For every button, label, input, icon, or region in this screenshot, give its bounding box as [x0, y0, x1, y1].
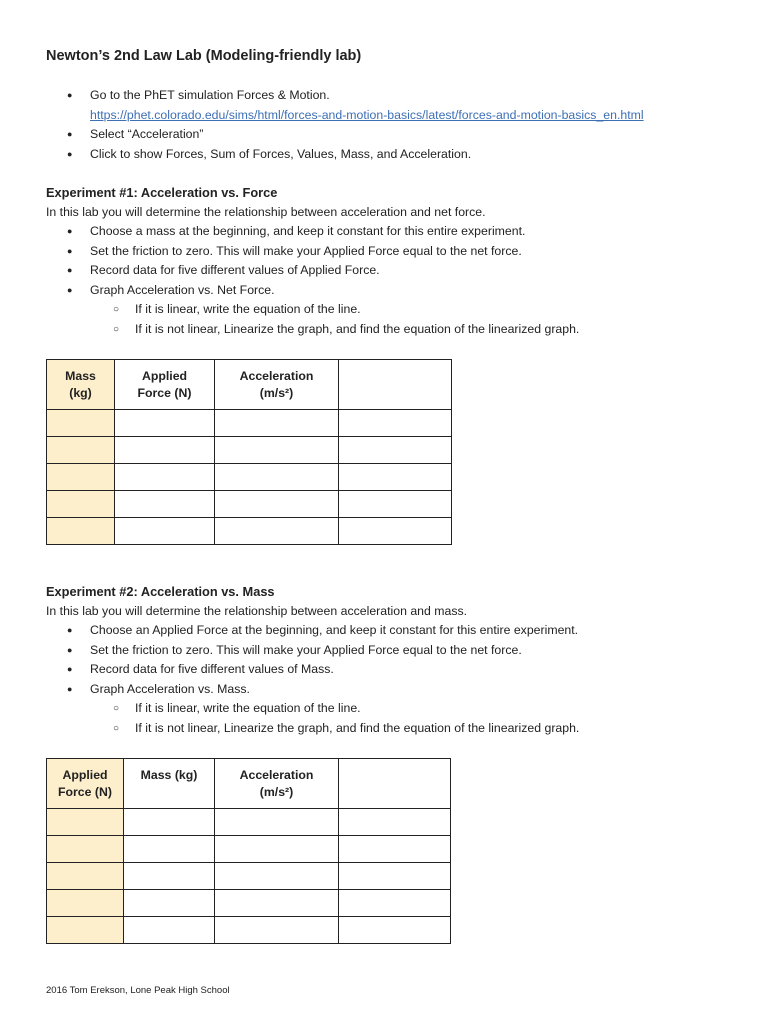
list-item: ● Graph Acceleration vs. Net Force.	[0, 281, 579, 301]
header-acceleration: Acceleration (m/s²)	[215, 759, 339, 809]
footer-credit: 2016 Tom Erekson, Lone Peak High School	[46, 985, 230, 996]
goto-text: Go to the PhET simulation Forces & Motion.	[90, 88, 330, 102]
header-applied-force: Applied Force (N)	[47, 759, 124, 809]
sub-list-item: ○ If it is not linear, Linearize the graph, and find the equation of the linearized graph.	[0, 320, 579, 340]
phet-link[interactable]: https://phet.colorado.edu/sims/html/forces-and-motion-basics/latest/forces-and-motion-basics_en.html	[90, 107, 644, 122]
list-item: ● Record data for five different values of Mass.	[0, 660, 579, 680]
list-item: ● Choose an Applied Force at the beginning, and keep it constant for this entire experiment.	[0, 621, 579, 641]
header-applied-force: Applied Force (N)	[115, 360, 215, 410]
table-header-row	[47, 360, 452, 410]
sub-list-item: ○ If it is not linear, Linearize the graph, and find the equation of the linearized graph.	[0, 719, 579, 739]
header-mass: Mass (kg)	[124, 759, 215, 809]
experiment2-intro: In this lab you will determine the relationship between acceleration and mass.	[46, 604, 468, 618]
experiment2-list	[0, 621, 579, 738]
table-row	[47, 491, 452, 518]
list-item: ● Set the friction to zero. This will make your Applied Force equal to the net force.	[0, 242, 579, 262]
table-row	[47, 809, 451, 836]
list-item: ● Set the friction to zero. This will make your Applied Force equal to the net force.	[0, 641, 579, 661]
setup-item-click: ● Click to show Forces, Sum of Forces, Values, Mass, and Acceleration.	[0, 145, 644, 165]
experiment2-table	[46, 758, 451, 944]
sub-list-item: ○ If it is linear, write the equation of the line.	[0, 300, 579, 320]
table-row	[47, 437, 452, 464]
table-row	[47, 518, 452, 545]
table-header-row	[47, 759, 451, 809]
header-blank	[339, 360, 452, 410]
experiment1-intro: In this lab you will determine the relationship between acceleration and net force.	[46, 205, 486, 219]
setup-list	[0, 86, 644, 164]
page-title: Newton’s 2nd Law Lab (Modeling-friendly lab)	[46, 48, 362, 64]
experiment1-table	[46, 359, 452, 545]
header-blank	[339, 759, 451, 809]
table-row	[47, 890, 451, 917]
header-mass: Mass (kg)	[47, 360, 115, 410]
experiment1-list	[0, 222, 579, 339]
sub-list-item: ○ If it is linear, write the equation of the line.	[0, 699, 579, 719]
setup-item-select: ● Select “Acceleration”	[0, 125, 644, 145]
table-row	[47, 863, 451, 890]
experiment2-heading: Experiment #2: Acceleration vs. Mass	[46, 584, 275, 599]
setup-item-goto	[0, 86, 644, 125]
table-row	[47, 917, 451, 944]
list-item: ● Graph Acceleration vs. Mass.	[0, 680, 579, 700]
header-acceleration: Acceleration (m/s²)	[215, 360, 339, 410]
table-row	[47, 464, 452, 491]
list-item: ● Record data for five different values of Applied Force.	[0, 261, 579, 281]
table-row	[47, 410, 452, 437]
list-item: ● Choose a mass at the beginning, and keep it constant for this entire experiment.	[0, 222, 579, 242]
experiment1-heading: Experiment #1: Acceleration vs. Force	[46, 185, 278, 200]
table-row	[47, 836, 451, 863]
